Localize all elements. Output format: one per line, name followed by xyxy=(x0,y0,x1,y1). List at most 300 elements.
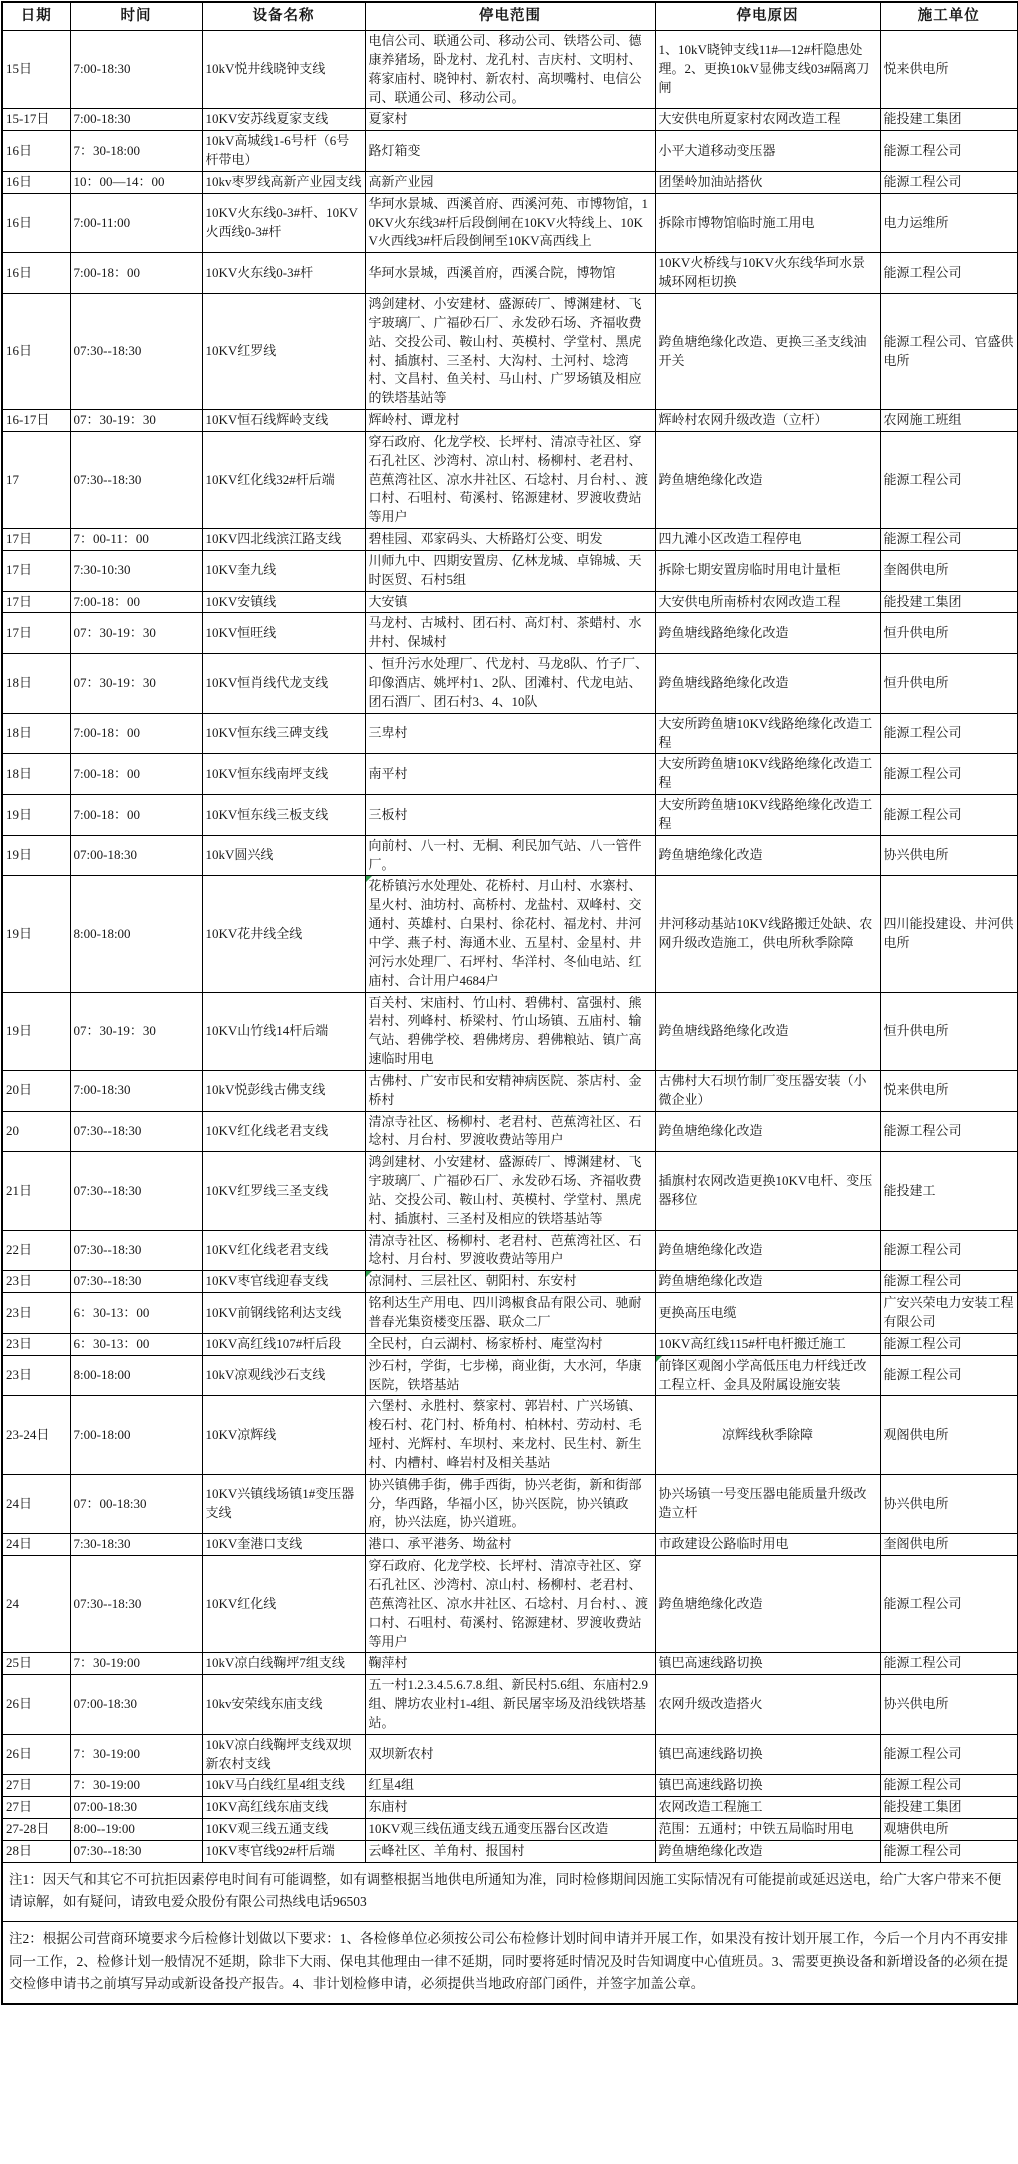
date-cell-text: 19日 xyxy=(6,925,33,941)
time-cell-text: 7:00-18：00 xyxy=(73,264,140,280)
scope-cell xyxy=(365,1355,655,1396)
time-cell xyxy=(70,1734,202,1775)
date-cell xyxy=(2,613,70,654)
reason-cell xyxy=(655,253,880,294)
device-cell xyxy=(202,1333,365,1355)
reason-cell xyxy=(655,1775,880,1797)
reason-cell-text: 跨鱼塘绝缘化改造 xyxy=(658,1123,763,1138)
scope-cell-text: 碧桂园、邓家码头、大桥路灯公变、明发 xyxy=(368,531,603,547)
unit-cell xyxy=(880,613,1018,654)
header-device: 设备名称 xyxy=(202,2,365,31)
time-cell xyxy=(70,795,202,836)
date-cell-text: 18日 xyxy=(6,675,33,691)
device-cell-text: 10KV安苏线夏家支线 xyxy=(205,111,329,127)
reason-cell-text: 大安所跨鱼塘10KV线路绝缘化改造工程 xyxy=(658,756,873,791)
device-cell xyxy=(202,754,365,795)
scope-cell-text: 古佛村、广安市民和安精神病医院、茶店村、金桥村 xyxy=(368,1072,642,1107)
date-cell xyxy=(2,1271,70,1293)
reason-cell xyxy=(655,876,880,992)
unit-cell-text: 能源工程公司 xyxy=(883,1842,962,1858)
time-cell-text: 07:30--18:30 xyxy=(73,1842,142,1858)
time-cell-text: 8:00-18:00 xyxy=(73,925,131,941)
device-cell-text: 10KV恒东线三板支线 xyxy=(205,806,329,822)
device-cell-text: 10KV四北线滨江路支线 xyxy=(205,531,342,547)
scope-cell xyxy=(365,713,655,754)
scope-cell-text: 全民村，白云湖村、杨家桥村、庵堂沟村 xyxy=(368,1335,603,1351)
time-cell-text: 7:00-18：00 xyxy=(73,593,140,609)
time-cell xyxy=(70,835,202,876)
time-cell xyxy=(70,1152,202,1230)
scope-cell xyxy=(365,109,655,131)
date-cell-text: 16日 xyxy=(6,142,33,158)
reason-cell xyxy=(655,1534,880,1556)
scope-cell xyxy=(365,754,655,795)
date-cell-text: 17 xyxy=(6,471,19,487)
table-row xyxy=(2,293,1018,409)
unit-cell xyxy=(880,1474,1018,1534)
device-cell xyxy=(202,550,365,591)
table-row xyxy=(2,1333,1018,1355)
device-cell xyxy=(202,171,365,193)
reason-cell xyxy=(655,713,880,754)
date-cell-text: 20 xyxy=(6,1123,19,1138)
time-cell-text: 7：30-19:00 xyxy=(73,1746,140,1762)
reason-cell xyxy=(655,193,880,253)
date-cell-text: 16-17日 xyxy=(6,412,50,428)
device-cell-text: 10KV红化线老君支线 xyxy=(205,1123,329,1138)
unit-cell-text: 能投建工集团 xyxy=(883,593,962,609)
time-cell-text: 7:00-18：00 xyxy=(73,725,140,741)
time-cell-text: 07:30--18:30 xyxy=(73,1273,142,1289)
reason-cell-text: 凉辉线秋季除障 xyxy=(721,1426,813,1442)
device-cell-text: 10KV花井线全线 xyxy=(205,925,303,941)
time-cell xyxy=(70,529,202,551)
time-cell xyxy=(70,1333,202,1355)
time-cell-text: 7:00-18：00 xyxy=(73,806,140,822)
date-cell-text: 17日 xyxy=(6,562,33,578)
time-cell-text: 7:00-18：00 xyxy=(73,765,140,781)
reason-cell-text: 1、10kV晓钟支线11#—12#杆隐患处理。2、更换10kV显佛支线03#隔离刀闸 xyxy=(658,42,870,96)
device-cell xyxy=(202,1152,365,1230)
device-cell xyxy=(202,1734,365,1775)
date-cell xyxy=(2,654,70,714)
device-cell xyxy=(202,1556,365,1653)
header-row xyxy=(2,2,1018,31)
scope-cell-text: 百关村、宋庙村、竹山村、碧佛村、富强村、熊岩村、列峰村、桥梁村、竹山场镇、五庙村、输气站、碧佛学校、碧佛烤房、碧佛粮站、镇广高速临时用电 xyxy=(368,994,642,1067)
time-cell-text: 7:00-18:30 xyxy=(73,1082,131,1098)
unit-cell-text: 能投建工 xyxy=(883,1182,936,1198)
date-cell xyxy=(2,193,70,253)
date-cell xyxy=(2,293,70,409)
device-cell xyxy=(202,1675,365,1735)
device-cell-text: 10KV枣官线迎春支线 xyxy=(205,1273,329,1289)
unit-cell-text: 奎阁供电所 xyxy=(883,562,949,578)
device-cell-text: 10KV红化线 xyxy=(205,1595,277,1611)
date-cell-text: 16日 xyxy=(6,214,33,230)
table-body xyxy=(2,31,1018,2005)
time-cell-text: 07：30-19：30 xyxy=(73,624,156,640)
device-cell-text: 10KV恒旺线 xyxy=(205,624,277,640)
scope-cell xyxy=(365,31,655,109)
reason-cell xyxy=(655,1230,880,1271)
time-cell-text: 07：30-19：30 xyxy=(73,675,156,691)
reason-cell-text: 镇巴高速线路切换 xyxy=(658,1746,763,1762)
scope-cell xyxy=(365,1819,655,1841)
reason-cell xyxy=(655,1653,880,1675)
time-cell xyxy=(70,1355,202,1396)
scope-cell-text: 穿石政府、化龙学校、长坪村、清凉寺社区、穿石孔社区、沙湾村、凉山村、杨柳村、老君村、芭蕉湾社区、凉水井社区、石埝村、月台村、、渡口村、石咀村、荀溪村、铭源建材、罗渡收费站等用户 xyxy=(368,1558,649,1649)
device-cell xyxy=(202,795,365,836)
date-cell xyxy=(2,410,70,432)
scope-cell xyxy=(365,1675,655,1735)
reason-cell xyxy=(655,613,880,654)
device-cell xyxy=(202,1534,365,1556)
time-cell-text: 07:30--18:30 xyxy=(73,1123,142,1138)
unit-cell-text: 能源工程公司 xyxy=(883,142,962,158)
reason-cell-text: 农网升级改造搭火 xyxy=(658,1696,763,1712)
unit-cell-text: 恒升供电所 xyxy=(883,675,949,691)
reason-cell-text: 拆除市博物馆临时施工用电 xyxy=(658,214,815,230)
reason-cell xyxy=(655,754,880,795)
unit-cell xyxy=(880,253,1018,294)
reason-cell xyxy=(655,1355,880,1396)
device-cell xyxy=(202,1819,365,1841)
unit-cell xyxy=(880,109,1018,131)
time-cell-text: 07:30--18:30 xyxy=(73,471,142,487)
reason-cell xyxy=(655,31,880,109)
table-row xyxy=(2,1070,1018,1111)
device-cell xyxy=(202,1355,365,1396)
device-cell-text: 10KV红罗线三圣支线 xyxy=(205,1182,329,1198)
unit-cell-text: 农网施工班组 xyxy=(883,412,962,428)
time-cell xyxy=(70,1797,202,1819)
device-cell-text: 10KV兴镇线场镇1#变压器支线 xyxy=(205,1486,355,1521)
time-cell-text: 7：30-19:00 xyxy=(73,1655,140,1671)
scope-cell-text: 云峰社区、羊角村、报国村 xyxy=(368,1842,525,1858)
reason-cell xyxy=(655,591,880,613)
reason-cell xyxy=(655,550,880,591)
scope-cell xyxy=(365,550,655,591)
scope-cell-text: 南平村 xyxy=(368,765,408,781)
device-cell xyxy=(202,1840,365,1862)
table-row xyxy=(2,31,1018,109)
date-cell-text: 23日 xyxy=(6,1367,33,1383)
scope-cell xyxy=(365,992,655,1070)
time-cell-text: 8:00-18:00 xyxy=(73,1367,131,1383)
device-cell xyxy=(202,253,365,294)
reason-cell xyxy=(655,171,880,193)
note-text: 注1：因天气和其它不可抗拒因素停电时间有可能调整，如有调整根据当地供电所通知为准，同时检修期间因施工实际情况有可能提前或延迟送电，给广大客户带来不便请谅解，如有疑问，请致电爱众股份有限公司热线电话96503 xyxy=(2,1862,1018,1922)
scope-cell-text: 高新产业园 xyxy=(368,173,434,189)
reason-cell xyxy=(655,1474,880,1534)
device-cell-text: 10KV前钢线铭利达支线 xyxy=(205,1304,342,1320)
unit-cell xyxy=(880,529,1018,551)
reason-cell xyxy=(655,529,880,551)
device-cell-text: 10kV马白线红星4组支线 xyxy=(205,1777,345,1793)
date-cell-text: 16日 xyxy=(6,343,33,359)
table-row xyxy=(2,713,1018,754)
scope-cell-text: 华珂水景城，西溪首府，西溪合院，博物馆 xyxy=(368,264,616,280)
reason-cell xyxy=(655,1819,880,1841)
table-row xyxy=(2,1734,1018,1775)
reason-cell-text: 古佛村大石坝竹制厂变压器安装（小微企业） xyxy=(658,1072,867,1107)
date-cell-text: 17日 xyxy=(6,593,33,609)
device-cell xyxy=(202,992,365,1070)
reason-cell-text: 大安供电所夏家村农网改造工程 xyxy=(658,111,841,127)
reason-cell-text: 镇巴高速线路切换 xyxy=(658,1777,763,1793)
scope-cell-text: 川师九中、四期安置房、亿林龙城、卓锦城、天时医贸、石村5组 xyxy=(368,552,642,587)
unit-cell xyxy=(880,550,1018,591)
device-cell-text: 10KV红罗线 xyxy=(205,343,277,359)
unit-cell xyxy=(880,193,1018,253)
time-cell xyxy=(70,654,202,714)
device-cell-text: 10KV恒肖线代龙支线 xyxy=(205,675,329,691)
unit-cell xyxy=(880,835,1018,876)
date-cell xyxy=(2,109,70,131)
reason-cell xyxy=(655,1734,880,1775)
time-cell-text: 7:00-18:30 xyxy=(73,61,131,77)
header-date: 日期 xyxy=(2,2,70,31)
unit-cell xyxy=(880,293,1018,409)
table-row xyxy=(2,109,1018,131)
scope-cell xyxy=(365,1152,655,1230)
time-cell-text: 07:30--18:30 xyxy=(73,1242,142,1258)
unit-cell-text: 四川能投建设、井河供电所 xyxy=(883,916,1014,950)
scope-cell-text: 鸿剑建材、小安建材、盛源砖厂、博渊建材、飞宇玻璃厂、广福砂石厂、永发砂石场、齐福收费站、交投公司、鞍山村、英模村、学堂村、黑虎村、插旗村、三圣村及相应的铁塔基站等 xyxy=(368,1154,642,1226)
unit-cell xyxy=(880,1070,1018,1111)
device-cell xyxy=(202,1797,365,1819)
outage-schedule-table xyxy=(1,1,1018,2005)
device-cell xyxy=(202,1474,365,1534)
time-cell xyxy=(70,992,202,1070)
date-cell-text: 27-28日 xyxy=(6,1821,50,1837)
unit-cell-text: 观阁供电所 xyxy=(883,1426,949,1442)
scope-cell xyxy=(365,1474,655,1534)
reason-cell-text: 跨鱼塘绝缘化改造 xyxy=(658,1595,763,1611)
table-row xyxy=(2,253,1018,294)
date-cell-text: 23日 xyxy=(6,1335,33,1351)
date-cell xyxy=(2,1355,70,1396)
reason-cell xyxy=(655,109,880,131)
unit-cell-text: 能投建工集团 xyxy=(883,1799,962,1815)
device-cell-text: 10kv枣罗线高新产业园支线 xyxy=(205,173,362,189)
date-cell xyxy=(2,1111,70,1152)
unit-cell xyxy=(880,1653,1018,1675)
unit-cell xyxy=(880,1534,1018,1556)
date-cell xyxy=(2,31,70,109)
scope-cell-text: 清凉寺社区、杨柳村、老君村、芭蕉湾社区、石埝村、月台村、罗渡收费站等用户 xyxy=(368,1232,642,1267)
date-cell xyxy=(2,835,70,876)
device-cell-text: 10KV恒石线辉岭支线 xyxy=(205,412,329,428)
date-cell-text: 15日 xyxy=(6,61,33,77)
device-cell-text: 10kV悦井线晓钟支线 xyxy=(205,61,326,77)
unit-cell-text: 能源工程公司 xyxy=(883,1595,962,1611)
device-cell-text: 10KV火东线0-3#杆 xyxy=(205,264,314,280)
date-cell-text: 22日 xyxy=(6,1242,33,1258)
scope-cell-text: 大安镇 xyxy=(368,593,408,609)
reason-cell xyxy=(655,1797,880,1819)
unit-cell xyxy=(880,1111,1018,1152)
scope-cell xyxy=(365,1653,655,1675)
scope-cell xyxy=(365,1070,655,1111)
time-cell xyxy=(70,1474,202,1534)
device-cell xyxy=(202,109,365,131)
unit-cell-text: 能源工程公司 xyxy=(883,725,962,741)
device-cell xyxy=(202,1271,365,1293)
table-row xyxy=(2,1355,1018,1396)
unit-cell-text: 广安兴荣电力安装工程有限公司 xyxy=(883,1295,1014,1330)
unit-cell xyxy=(880,1230,1018,1271)
scope-cell xyxy=(365,410,655,432)
time-cell xyxy=(70,876,202,992)
date-cell-text: 25日 xyxy=(6,1655,33,1671)
date-cell-text: 19日 xyxy=(6,1022,33,1038)
device-cell-text: 10KV恒东线三碑支线 xyxy=(205,725,329,741)
unit-cell-text: 能源工程公司 xyxy=(883,806,962,822)
scope-cell-text: 三卑村 xyxy=(368,725,408,741)
time-cell xyxy=(70,131,202,172)
unit-cell-text: 能源工程公司 xyxy=(883,1123,962,1138)
time-cell xyxy=(70,193,202,253)
time-cell xyxy=(70,550,202,591)
unit-cell-text: 能投建工集团 xyxy=(883,111,962,127)
date-cell-text: 16日 xyxy=(6,264,33,280)
reason-cell-text: 插旗村农网改造更换10KV电杆、变压器移位 xyxy=(658,1173,873,1207)
reason-cell xyxy=(655,131,880,172)
reason-cell-text: 跨鱼塘绝缘化改造 xyxy=(658,847,763,863)
scope-cell-text: 华珂水景城、西溪首府、西溪河苑、市博物馆，10KV火东线3#杆后段倒闸在10KV火特线上、10KV火西线3#杆后段倒闸至10KV高西线上 xyxy=(368,195,649,249)
reason-cell-text: 拆除七期安置房临时用电计量柜 xyxy=(658,562,841,578)
unit-cell-text: 能源工程公司 xyxy=(883,471,962,487)
device-cell xyxy=(202,1396,365,1474)
date-cell xyxy=(2,1070,70,1111)
unit-cell-text: 电力运维所 xyxy=(883,214,949,230)
time-cell-text: 7：30-19:00 xyxy=(73,1777,140,1793)
date-cell-text: 19日 xyxy=(6,806,33,822)
scope-cell-text: 沙石村，学街，七步梯，商业街，大水河，华康医院，铁塔基站 xyxy=(368,1357,642,1392)
scope-cell-text: 鞠萍村 xyxy=(368,1655,408,1671)
time-cell xyxy=(70,293,202,409)
time-cell xyxy=(70,1653,202,1675)
reason-cell-text: 协兴场镇一号变压器电能质量升级改造立杆 xyxy=(658,1486,867,1521)
table-row xyxy=(2,654,1018,714)
unit-cell xyxy=(880,876,1018,992)
time-cell xyxy=(70,1556,202,1653)
scope-cell-text: 路灯箱变 xyxy=(368,142,421,158)
scope-cell-text: 协兴镇佛手街，佛手西街，协兴老街，新和街部分，华西路，华福小区，协兴医院，协兴镇政府，协兴法庭，协兴道班。 xyxy=(368,1476,642,1530)
device-cell-text: 10kv安荣线东庙支线 xyxy=(205,1696,323,1712)
scope-cell-text: 10KV观三线伍通支线五通变压器台区改造 xyxy=(368,1821,609,1837)
time-cell xyxy=(70,1840,202,1862)
scope-cell-text: 凉洞村、三层社区、朝阳村、东安村 xyxy=(368,1273,577,1289)
unit-cell xyxy=(880,1556,1018,1653)
unit-cell xyxy=(880,713,1018,754)
scope-cell-text: 、恒升污水处理厂、代龙村、马龙8队、竹子厂、印像酒店、姚坪村1、2队、团滩村、代龙电站、团石酒厂、团石村3、4、10队 xyxy=(368,656,649,709)
time-cell-text: 07:00-18:30 xyxy=(73,1799,138,1815)
reason-cell-text: 跨鱼塘绝缘化改造、更换三圣支线油开关 xyxy=(658,333,867,368)
date-cell xyxy=(2,1474,70,1534)
unit-cell-text: 观塘供电所 xyxy=(883,1821,949,1837)
date-cell-text: 26日 xyxy=(6,1696,33,1712)
reason-cell-text: 跨鱼塘绝缘化改造 xyxy=(658,1273,763,1289)
date-cell-text: 24日 xyxy=(6,1495,33,1511)
date-cell xyxy=(2,1556,70,1653)
table-row xyxy=(2,1152,1018,1230)
date-cell-text: 27日 xyxy=(6,1777,33,1793)
date-cell xyxy=(2,713,70,754)
time-cell xyxy=(70,1396,202,1474)
date-cell-text: 19日 xyxy=(6,847,33,863)
date-cell-text: 17日 xyxy=(6,624,33,640)
scope-cell-text: 鸿剑建材、小安建材、盛源砖厂、博渊建材、飞宇玻璃厂、广福砂石厂、永发砂石场、齐福收费站、交投公司、鞍山村、英模村、学堂村、黑虎村、插旗村、三圣村、大沟村、土河村、埝湾村、文昌村、鱼关村、马山村、广罗场镇及相应的铁塔基站等 xyxy=(368,295,642,406)
device-cell xyxy=(202,1293,365,1334)
table-row xyxy=(2,171,1018,193)
device-cell-text: 10KV红化线老君支线 xyxy=(205,1242,329,1258)
time-cell xyxy=(70,1675,202,1735)
time-cell xyxy=(70,1775,202,1797)
device-cell-text: 10kV凉白线鞠坪支线双坝新农村支线 xyxy=(205,1736,352,1771)
reason-cell-text: 跨鱼塘线路绝缘化改造 xyxy=(658,675,789,691)
device-cell-text: 10KV高红线107#杆后段 xyxy=(205,1335,342,1351)
scope-cell xyxy=(365,131,655,172)
date-cell xyxy=(2,1333,70,1355)
header-unit: 施工单位 xyxy=(880,2,1018,31)
time-cell-text: 7:00-18:00 xyxy=(73,1426,131,1442)
unit-cell xyxy=(880,754,1018,795)
device-cell-text: 10KV红化线32#杆后端 xyxy=(205,471,335,487)
device-cell xyxy=(202,529,365,551)
time-cell xyxy=(70,109,202,131)
time-cell-text: 7:00-18:30 xyxy=(73,111,131,127)
unit-cell xyxy=(880,171,1018,193)
time-cell xyxy=(70,1111,202,1152)
time-cell-text: 07：00-18:30 xyxy=(73,1495,147,1511)
table-row xyxy=(2,1534,1018,1556)
date-cell xyxy=(2,1840,70,1862)
table-row xyxy=(2,131,1018,172)
time-cell xyxy=(70,1534,202,1556)
reason-cell xyxy=(655,835,880,876)
device-cell-text: 10KV凉辉线 xyxy=(205,1426,277,1442)
device-cell-text: 10KV安镇线 xyxy=(205,593,277,609)
device-cell-text: 10kV凉白线鞠坪7组支线 xyxy=(205,1655,345,1671)
device-cell xyxy=(202,1230,365,1271)
device-cell-text: 10KV山竹线14杆后端 xyxy=(205,1022,329,1038)
unit-cell xyxy=(880,1293,1018,1334)
unit-cell xyxy=(880,1271,1018,1293)
scope-cell xyxy=(365,253,655,294)
scope-cell-text: 港口、承平港务、坳盆村 xyxy=(368,1536,512,1552)
time-cell-text: 07:30--18:30 xyxy=(73,343,142,359)
date-cell-text: 17日 xyxy=(6,531,33,547)
table-row xyxy=(2,613,1018,654)
table-row xyxy=(2,529,1018,551)
time-cell xyxy=(70,713,202,754)
unit-cell xyxy=(880,1333,1018,1355)
unit-cell-text: 恒升供电所 xyxy=(883,1022,949,1038)
note-text: 注2：根据公司营商环境要求今后检修计划做以下要求：1、各检修单位必须按公司公布检修计划时间申请并开展工作，如果没有按计划开展工作，今后一个月内不再安排同一工作，2、检修计划一般情况不延期，除非下大雨、保电其他理由一律不延期，同时要将延时情况及时告知调度中心值班员。3、需要更换设备和新增设备的必须在提交检修申请书之前填写异动或新设备投产报告。4、非计划检修申请，必须提供当地政府部门函件，并签字加盖公章。 xyxy=(2,1922,1018,2004)
scope-cell xyxy=(365,613,655,654)
reason-cell-text: 10KV火桥线与10KV火东线华珂水景城环网柜切换 xyxy=(658,255,866,290)
unit-cell-text: 协兴供电所 xyxy=(883,1696,949,1712)
time-cell-text: 07:30--18:30 xyxy=(73,1182,142,1198)
unit-cell xyxy=(880,1734,1018,1775)
date-cell xyxy=(2,550,70,591)
scope-cell-text: 清凉寺社区、杨柳村、老君村、芭蕉湾社区、石埝村、月台村、罗渡收费站等用户 xyxy=(368,1113,642,1148)
time-cell xyxy=(70,1230,202,1271)
unit-cell xyxy=(880,31,1018,109)
date-cell xyxy=(2,1775,70,1797)
